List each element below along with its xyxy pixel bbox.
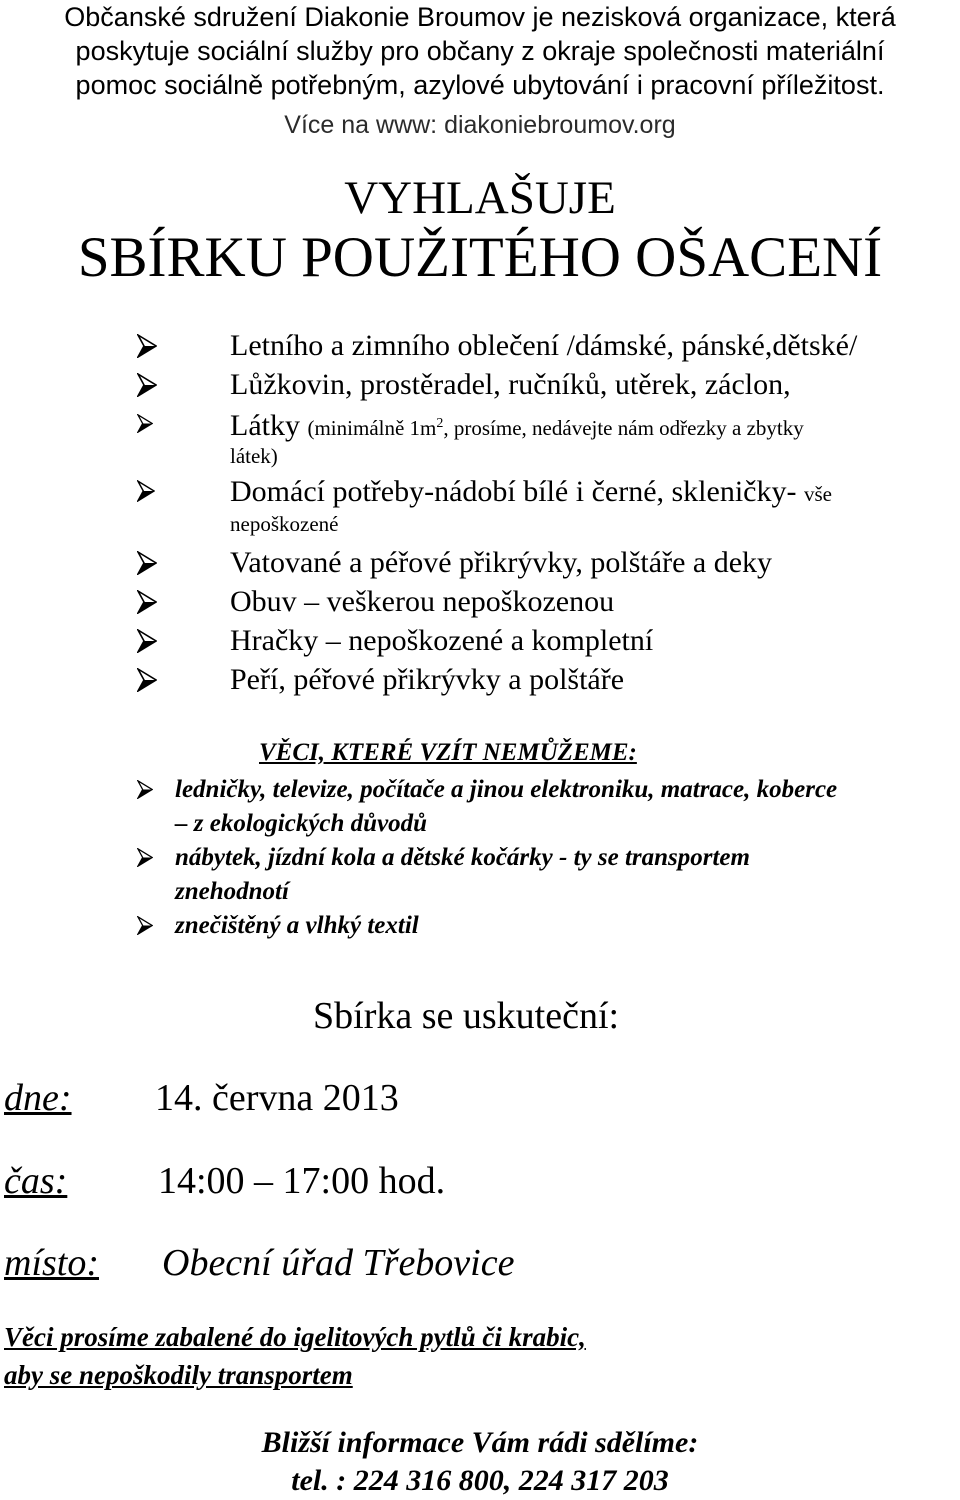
contact-line-1: Bližší informace Vám rádi sdělíme: <box>261 1426 699 1459</box>
arrowhead-bullet-icon <box>137 629 161 657</box>
arrowhead-bullet-icon <box>137 780 161 808</box>
arrowhead-bullet-icon <box>137 848 161 876</box>
date-value: 14. června 2013 <box>155 1077 399 1119</box>
item-household <box>230 474 832 512</box>
item-quilts: Vatované a péřové přikrývky, polštáře a deky <box>230 546 773 579</box>
contact-phone: tel. : 224 316 800, 224 317 203 <box>291 1464 669 1497</box>
excluded-item-furniture: nábytek, jízdní kola a dětské kočárky - ty se transportem <box>175 844 750 871</box>
arrowhead-bullet-icon <box>137 373 161 401</box>
arrowhead-bullet-icon <box>137 590 161 618</box>
event-title: Sbírka se uskuteční: <box>313 995 620 1037</box>
excluded-item-furniture-reason: znehodnotí <box>175 878 289 905</box>
excluded-item-textile: znečištěný a vlhký textil <box>175 912 419 939</box>
arrowhead-bullet-icon <box>137 916 161 944</box>
arrowhead-bullet-icon <box>137 480 161 508</box>
excluded-title: VĚCI, KTERÉ VZÍT NEMŮŽEME: <box>259 739 637 766</box>
item-fabrics-label: Látky <box>230 409 300 442</box>
item-fabrics-note: (minimálně $1m^2$, prosíme, nedávejte nám odřezky a zbytky <box>307 416 804 440</box>
arrowhead-bullet-icon <box>137 668 161 696</box>
date-label: dne: <box>4 1077 72 1119</box>
item-feathers: Peří, péřové přikrývky a polštáře <box>230 663 625 696</box>
packing-note-line-1: Věci prosíme zabalené do igelitových pytlů či krabic, <box>4 1322 586 1352</box>
time-label: čas: <box>4 1160 68 1202</box>
arrowhead-bullet-icon <box>137 551 161 579</box>
heading-collection: SBÍRKU POUŽITÉHO OŠACENÍ <box>77 226 883 289</box>
excluded-item-electronics-reason: – z ekologických důvodů <box>175 810 428 837</box>
item-household-label: Domácí potřeby-nádobí bílé i černé, skleničky- <box>230 475 797 508</box>
intro-line-2: poskytuje sociální služby pro občany z okraje společnosti materiální <box>75 36 885 66</box>
item-fabrics-note-continuation: látek) <box>230 444 278 468</box>
packing-note-line-2: aby se nepoškodily transportem <box>4 1360 353 1390</box>
heading-announces: VYHLAŠUJE <box>344 172 616 224</box>
item-fabrics <box>230 406 804 446</box>
intro-line-1: Občanské sdružení Diakonie Broumov je nezisková organizace, která <box>64 2 896 32</box>
place-value: Obecní úřad Třebovice <box>162 1242 515 1284</box>
intro-line-3: pomoc sociálně potřebným, azylové ubytování i pracovní příležitost. <box>75 70 885 100</box>
intro-website: Více na www: diakoniebroumov.org <box>284 111 676 139</box>
item-shoes: Obuv – veškerou nepoškozenou <box>230 585 615 618</box>
item-toys: Hračky – nepoškozené a kompletní <box>230 624 654 657</box>
arrowhead-bullet-icon <box>137 414 161 442</box>
arrowhead-bullet-icon <box>137 334 161 362</box>
time-value: 14:00 – 17:00 hod. <box>158 1160 446 1202</box>
item-household-note: vše <box>803 482 832 506</box>
excluded-item-electronics: ledničky, televize, počítače a jinou elektroniku, matrace, koberce <box>175 776 838 803</box>
item-household-note-continuation: nepoškozené <box>230 512 339 536</box>
item-bedding: Lůžkovin, prostěradel, ručníků, utěrek, záclon, <box>230 368 791 401</box>
item-clothing: Letního a zimního oblečení /dámské, pánské,dětské/ <box>230 329 858 362</box>
place-label: místo: <box>4 1242 99 1284</box>
